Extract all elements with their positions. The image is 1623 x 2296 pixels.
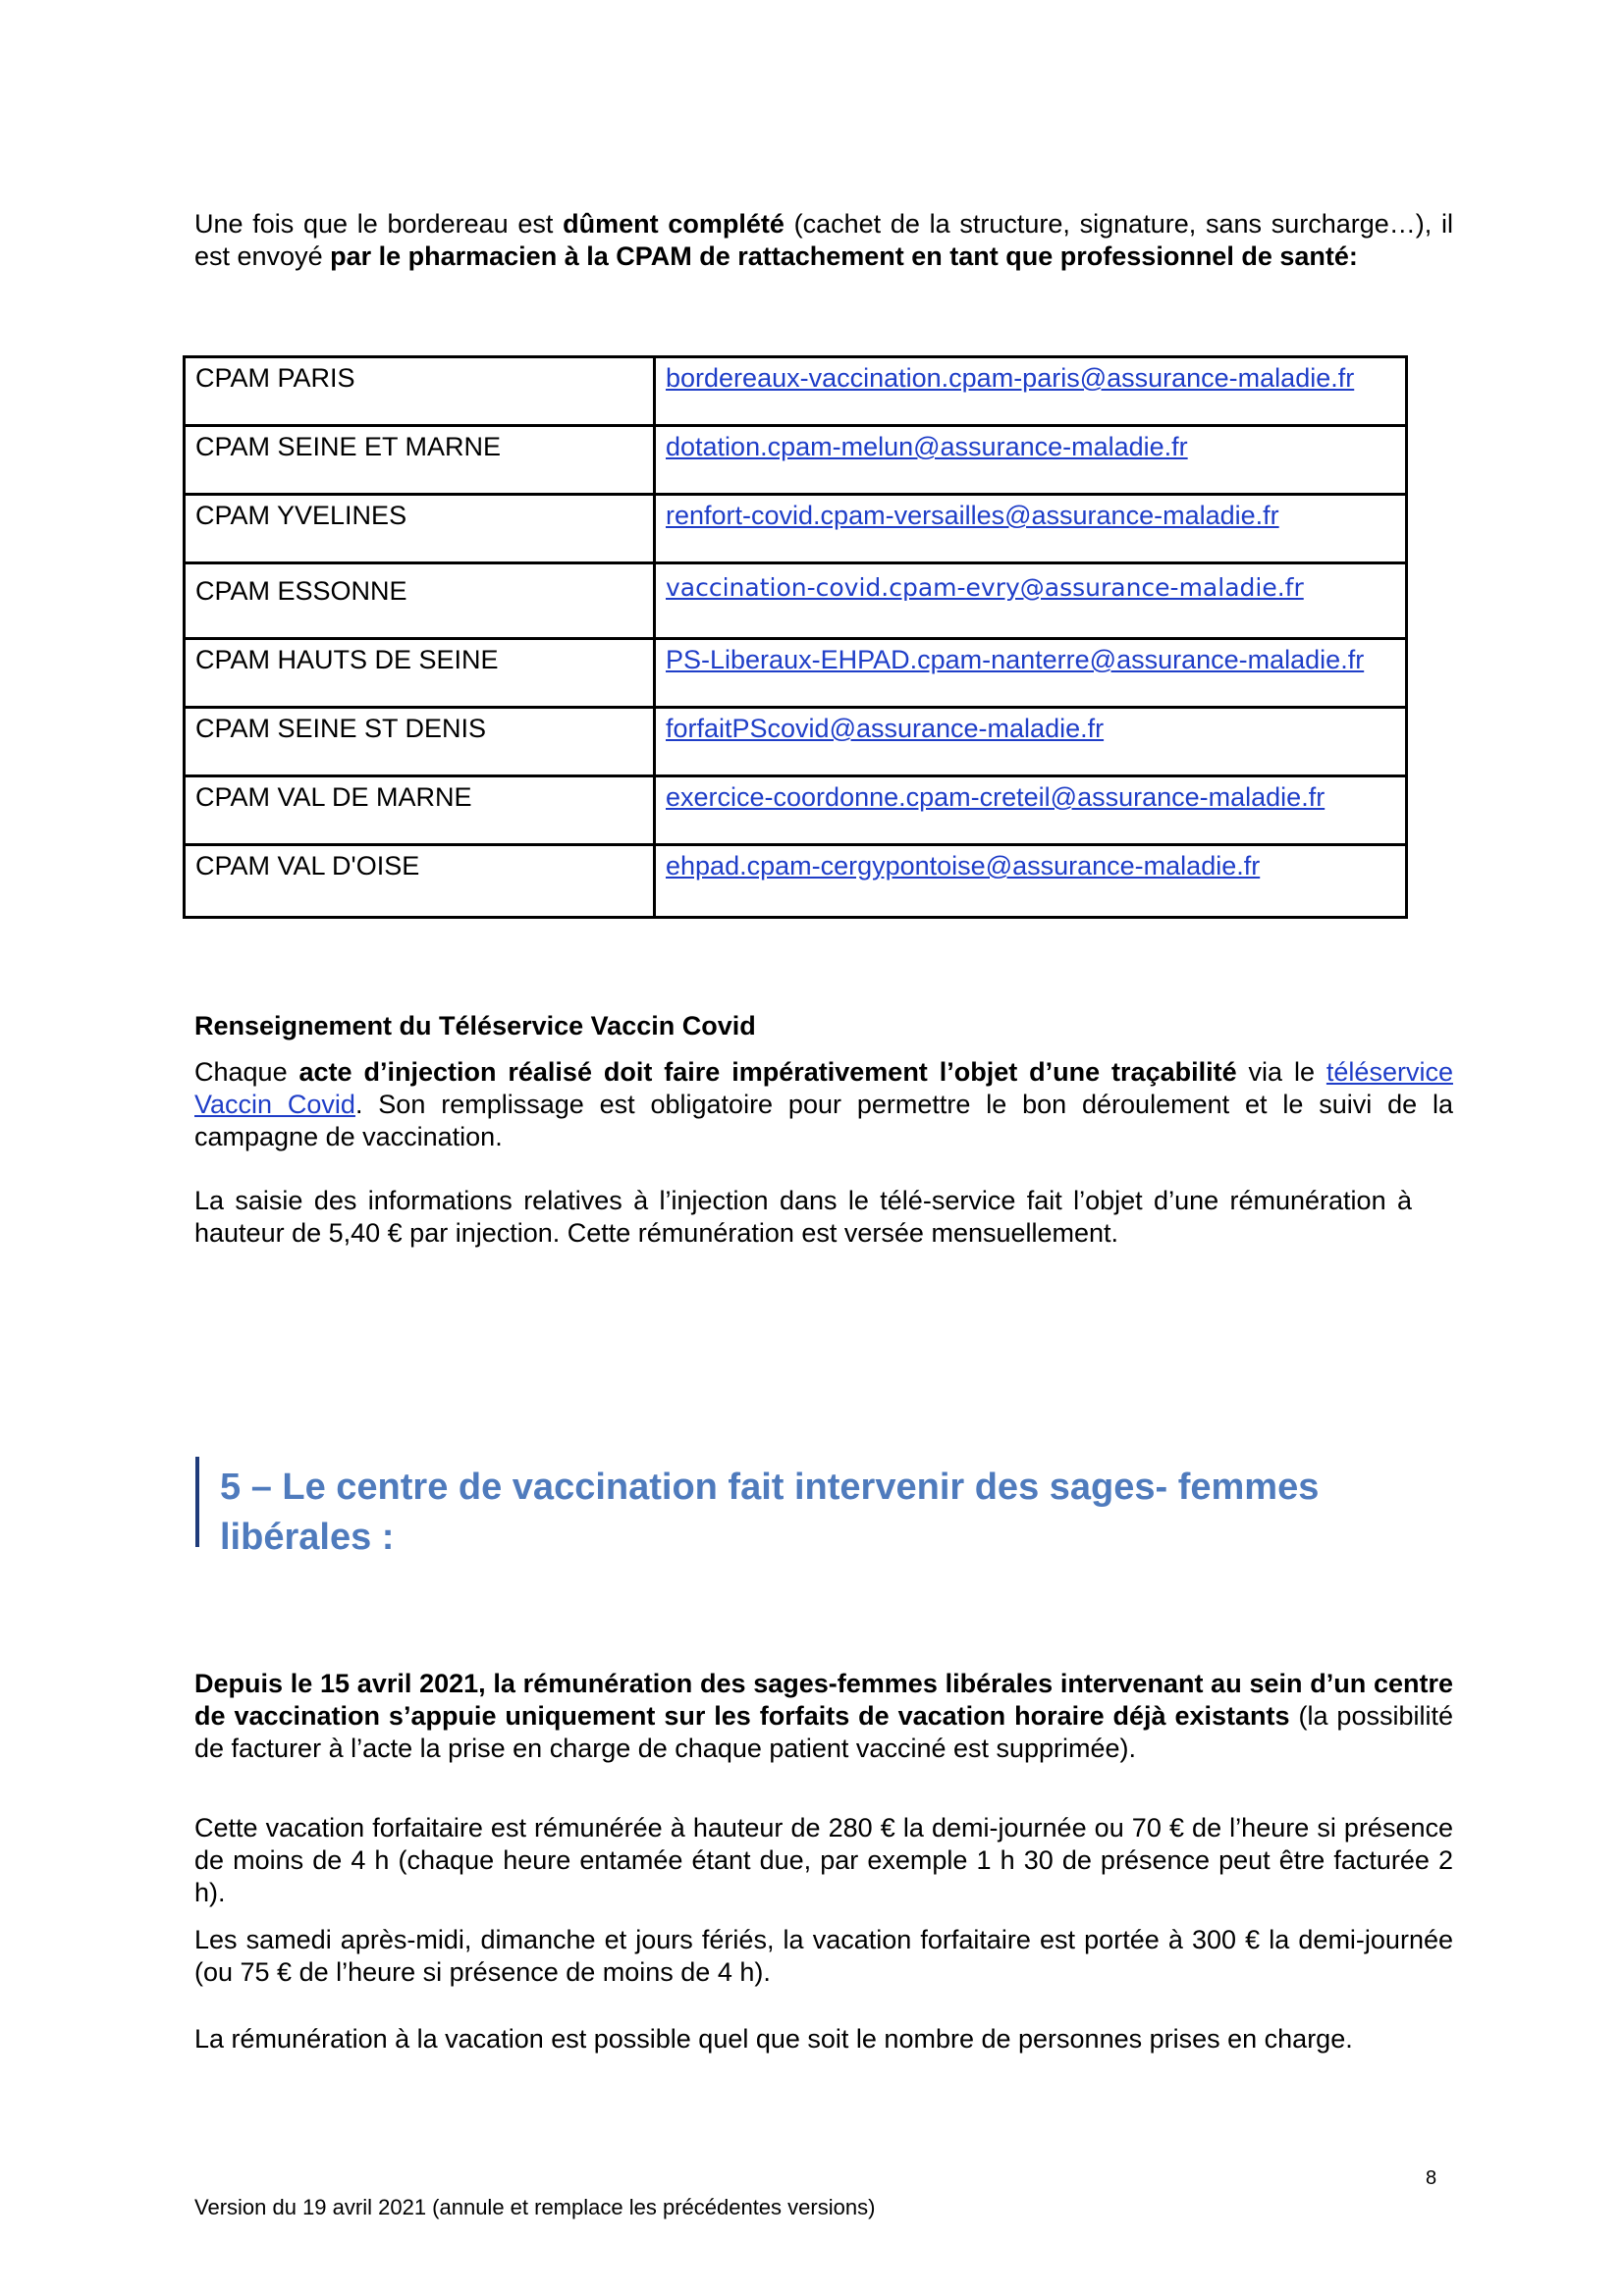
intro-bold-2: par le pharmacien à la CPAM de rattachement en tant que professionnel de santé: [330,241,1358,271]
intro-text-1: Une fois que le bordereau est [194,209,564,239]
section-5-text: (la possibilité de facturer à l’acte la prise en charge de chaque patient vacciné est supprimée). [194,1701,1453,1763]
page-number: 8 [1426,2167,1437,2189]
table-row [185,776,1407,845]
cpam-email-link[interactable]: ehpad.cpam-cergypontoise@assurance-maladie.fr [666,851,1261,881]
cpam-name: CPAM VAL DE MARNE [185,776,655,845]
table-row [185,495,1407,563]
cpam-name: CPAM SEINE ET MARNE [185,426,655,495]
table-row [185,845,1407,918]
cpam-contact-table [183,355,1408,919]
cpam-email-link[interactable]: PS-Liberaux-EHPAD.cpam-nanterre@assurance-maladie.fr [666,645,1365,674]
intro-text-2: (cachet de la structure, signature, sans surcharge…), il est envoyé [194,209,1454,271]
section-5-bold: Depuis le 15 avril 2021, la rémunération des sages-femmes libérales intervenant au sein d’un centre de vaccination s’appuie uniquement sur les forfaits de vacation horaire déjà existants [194,1669,1453,1731]
teleservice-heading: Renseignement du Téléservice Vaccin Covid [194,1011,756,1041]
cpam-email-link[interactable]: renfort-covid.cpam-versailles@assurance-maladie.fr [666,501,1279,530]
teleservice-text-2: via le [1236,1057,1326,1087]
table-row [185,639,1407,708]
section-5-paragraph-2: Cette vacation forfaitaire est rémunérée à hauteur de 280 € la demi-journée ou 70 € de l’heure si présence de moins de 4 h (chaque heure entamée étant due, par exemple 1 h 30 de présence peut être facturée 2 h). [194,1813,1453,1907]
table-row [185,357,1407,426]
cpam-email-link[interactable]: bordereaux-vaccination.cpam-paris@assurance-maladie.fr [666,363,1355,393]
intro-paragraph [194,208,1453,273]
cpam-email-link[interactable]: forfaitPScovid@assurance-maladie.fr [666,714,1105,743]
section-5-paragraph-1 [194,1668,1453,1765]
cpam-name: CPAM VAL D'OISE [185,845,655,918]
cpam-email-link[interactable]: dotation.cpam-melun@assurance-maladie.fr [666,432,1188,461]
table-row [185,708,1407,776]
teleservice-paragraph [194,1056,1453,1153]
teleservice-bold: acte d’injection réalisé doit faire impérativement l’objet d’une traçabilité [298,1057,1237,1087]
cpam-name: CPAM HAUTS DE SEINE [185,639,655,708]
section-5-title: 5 – Le centre de vaccination fait intervenir des sages- femmes libérales : [220,1467,1320,1558]
section-5-paragraph-3: Les samedi après-midi, dimanche et jours fériés, la vacation forfaitaire est portée à 300 € la demi-journée (ou 75 € de l’heure si présence de moins de 4 h). [194,1925,1453,1987]
intro-bold-1: dûment complété [563,209,784,239]
cpam-name: CPAM PARIS [185,357,655,426]
section-5-paragraph-4: La rémunération à la vacation est possible quel que soit le nombre de personnes prises en charge. [194,2024,1353,2054]
cpam-email-link[interactable]: exercice-coordonne.cpam-creteil@assurance-maladie.fr [666,782,1325,812]
cpam-name: CPAM SEINE ST DENIS [185,708,655,776]
cpam-name: CPAM ESSONNE [185,563,655,639]
teleservice-text-1: Chaque [194,1057,299,1087]
table-row [185,563,1407,639]
footer-version: Version du 19 avril 2021 (annule et remplace les précédentes versions) [194,2195,876,2219]
teleservice-link[interactable]: téléservice Vaccin Covid [194,1057,1453,1119]
cpam-email-link[interactable]: vaccination-covid.cpam-evry@assurance-maladie.fr [666,573,1304,602]
table-row [185,426,1407,495]
cpam-name: CPAM YVELINES [185,495,655,563]
remuneration-paragraph: La saisie des informations relatives à l’injection dans le télé-service fait l’objet d’une rémunération à hauteur de 5,40 € par injection. Cette rémunération est versée mensuellement. [194,1186,1412,1248]
teleservice-text-3: . Son remplissage est obligatoire pour permettre le bon déroulement et le suivi de la campagne de vaccination. [194,1090,1453,1151]
section-accent-bar [195,1457,199,1547]
